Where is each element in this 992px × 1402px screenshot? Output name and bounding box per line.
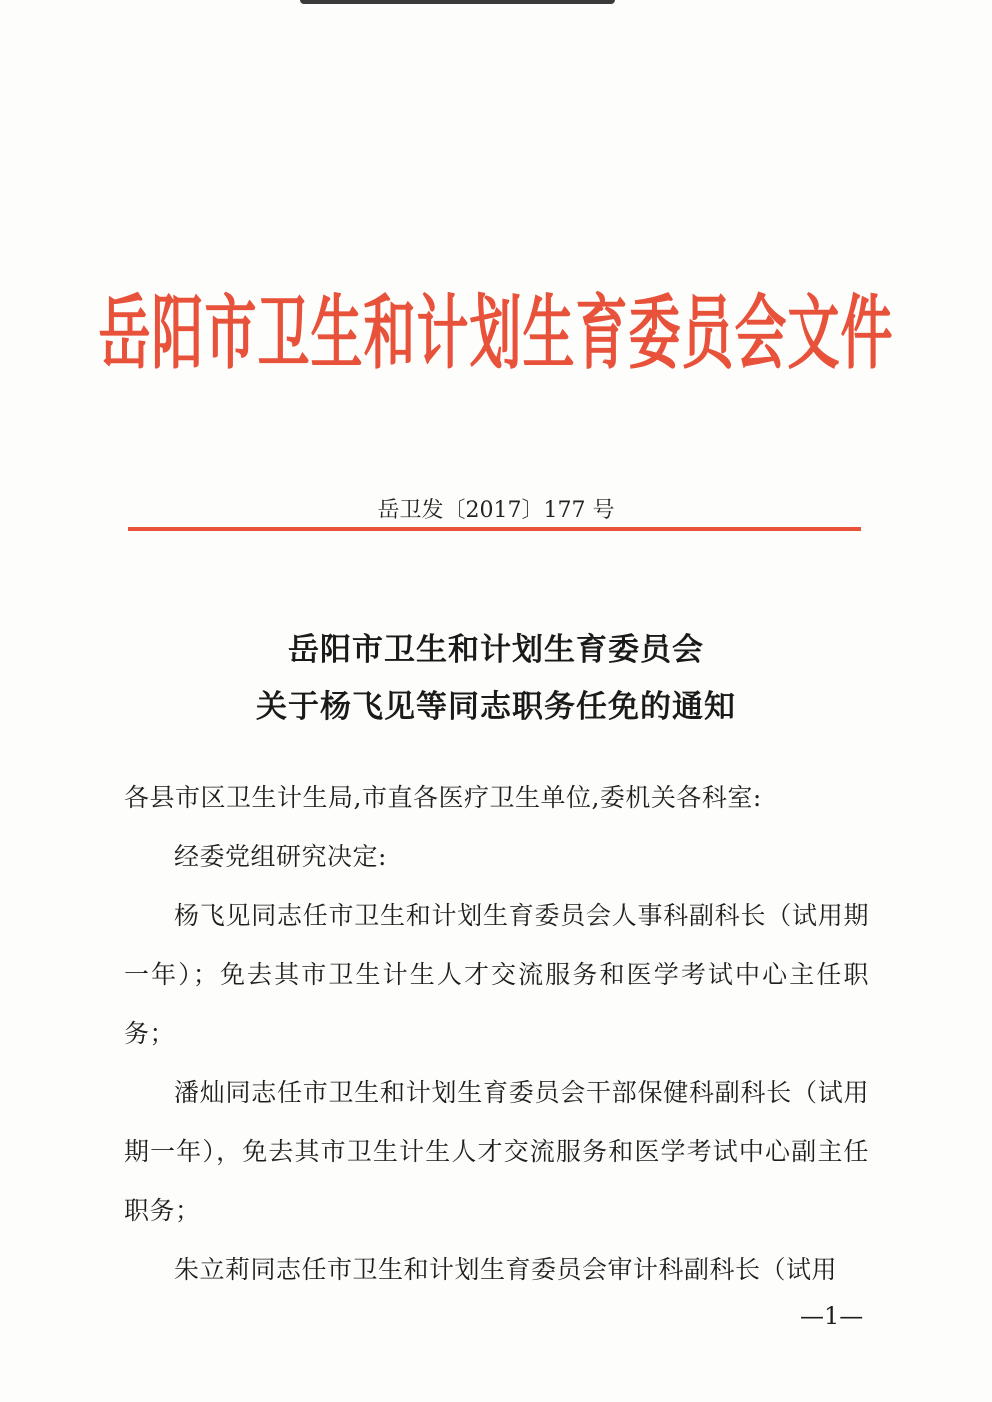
document-number: 岳卫发〔2017〕177 号 (377, 498, 615, 523)
paragraph-appointment-yang: 杨飞见同志任市卫生和计划生育委员会人事科副科长（试用期一年）；免去其市卫生计生人才交流服务和医学考试中心主任职务； (124, 901, 869, 1048)
scan-edge-mark (300, 0, 615, 4)
notice-title-line-1: 岳阳市卫生和计划生育委员会 (288, 632, 704, 668)
document-header-title: 岳阳市卫生和计划生育委员会文件 (98, 288, 894, 382)
paragraph-appointment-zhu: 朱立莉同志任市卫生和计划生育委员会审计科副科长（试用 (174, 1255, 838, 1284)
paragraph-decision: 经委党组研究决定: (174, 842, 387, 871)
notice-title-line-2: 关于杨飞见等同志职务任免的通知 (256, 689, 736, 725)
notice-body (124, 768, 869, 1299)
paragraph-appointment-pan: 潘灿同志任市卫生和计划生育委员会干部保健科副科长（试用期一年），免去其市卫生计生人才交流服务和医学考试中心副主任职务； (124, 1078, 869, 1225)
salutation: 各县市区卫生计生局,市直各医疗卫生单位,委机关各科室: (124, 783, 762, 812)
page-number: —1— (800, 1302, 864, 1330)
red-divider-rule (128, 527, 861, 531)
